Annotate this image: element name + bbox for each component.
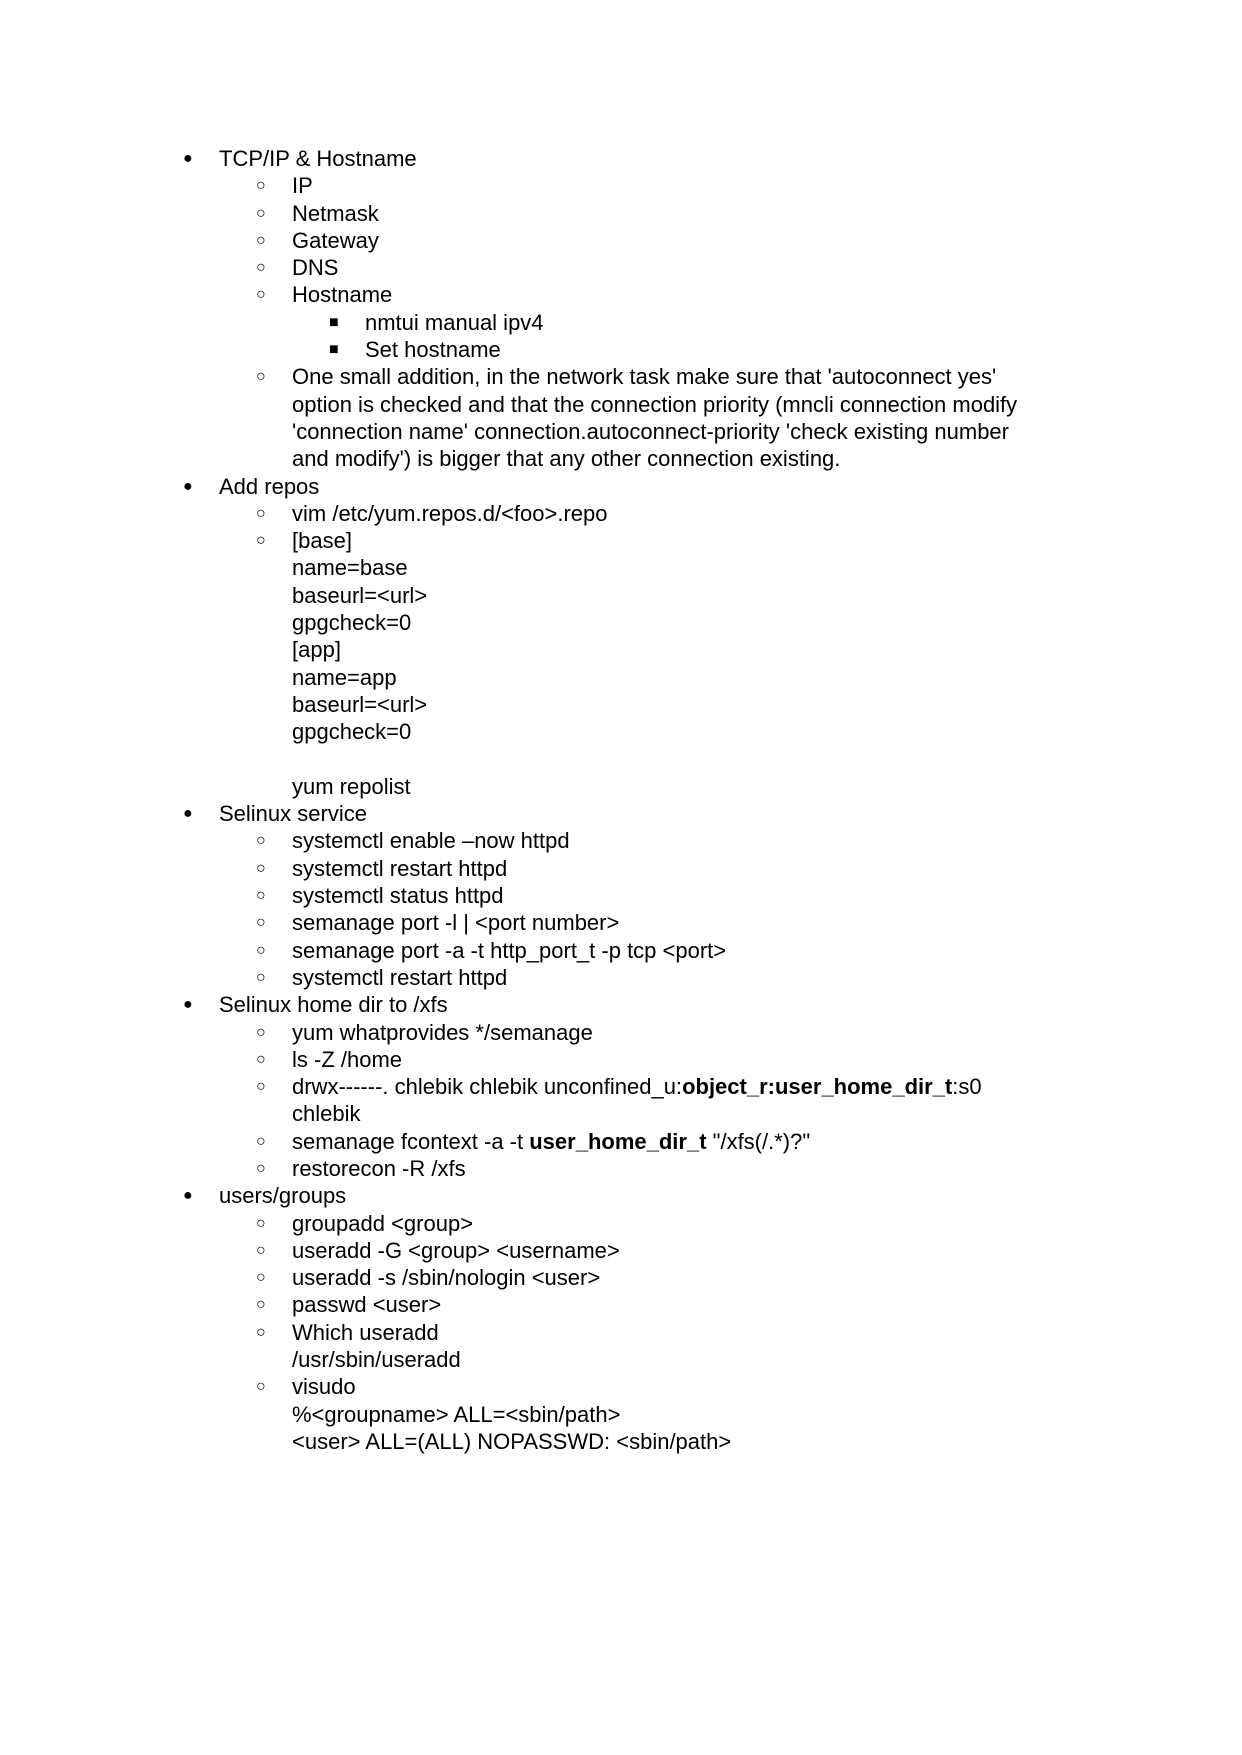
line-text bbox=[219, 1182, 346, 1209]
line-text bbox=[292, 227, 379, 254]
list-item bbox=[0, 1237, 1242, 1264]
disc-bullet-icon: ● bbox=[183, 805, 193, 823]
bullet-spacer bbox=[256, 746, 292, 773]
text-segment: IP bbox=[292, 173, 313, 199]
document-content bbox=[0, 145, 1242, 1455]
line-text bbox=[292, 1210, 473, 1237]
line-text bbox=[292, 1264, 600, 1291]
line-text bbox=[292, 1319, 439, 1346]
continuation-line bbox=[0, 1346, 1242, 1373]
circle-bullet-icon: ○ bbox=[256, 914, 266, 932]
continuation-line bbox=[0, 1401, 1242, 1428]
circle-bullet-icon: ○ bbox=[256, 1023, 266, 1041]
line-text bbox=[292, 1019, 593, 1046]
text-segment: Gateway bbox=[292, 227, 379, 253]
bullet-spacer bbox=[256, 773, 292, 800]
text-segment: TCP/IP & Hostname bbox=[219, 146, 417, 171]
bullet-spacer bbox=[256, 718, 292, 745]
continuation-line bbox=[0, 582, 1242, 609]
text-segment: useradd -G <group> <username> bbox=[292, 1237, 620, 1263]
circle-bullet-icon: ○ bbox=[256, 1078, 266, 1096]
list-item bbox=[0, 227, 1242, 254]
text-segment: drwx------. chlebik chlebik unconfined_u: bbox=[292, 1074, 683, 1100]
list-item bbox=[0, 800, 1242, 827]
bullet-spacer bbox=[256, 691, 292, 718]
list-item bbox=[0, 882, 1242, 909]
text-segment: gpgcheck=0 bbox=[292, 610, 412, 636]
text-segment: systemctl status httpd bbox=[292, 883, 504, 909]
square-bullet-icon: ■ bbox=[329, 341, 339, 359]
circle-bullet-icon: ○ bbox=[256, 1323, 266, 1341]
text-segment: <user> ALL=(ALL) NOPASSWD: <sbin/path> bbox=[292, 1428, 732, 1454]
text-segment: "/xfs(/.*)?" bbox=[706, 1128, 811, 1154]
bullet-spacer bbox=[256, 582, 292, 609]
list-item bbox=[0, 309, 1242, 336]
list-item bbox=[0, 200, 1242, 227]
circle-bullet-icon: ○ bbox=[256, 968, 266, 986]
circle-bullet-icon: ○ bbox=[256, 1214, 266, 1232]
text-segment: semanage port -a -t http_port_t -p tcp <port> bbox=[292, 937, 727, 963]
text-segment: vim /etc/yum.repos.d/<foo>.repo bbox=[292, 500, 608, 526]
line-text bbox=[219, 991, 448, 1018]
bullet-spacer bbox=[256, 554, 292, 581]
text-segment: baseurl=<url> bbox=[292, 582, 428, 608]
line-text bbox=[292, 664, 397, 691]
line-text bbox=[219, 145, 417, 172]
line-text bbox=[292, 200, 379, 227]
line-text bbox=[292, 1346, 461, 1373]
list-item bbox=[0, 1182, 1242, 1209]
line-text bbox=[292, 691, 427, 718]
continuation-line bbox=[0, 773, 1242, 800]
list-item bbox=[0, 473, 1242, 500]
list-item bbox=[0, 172, 1242, 199]
line-text bbox=[292, 500, 608, 527]
circle-bullet-icon: ○ bbox=[256, 859, 266, 877]
list-item bbox=[0, 336, 1242, 363]
text-segment: Add repos bbox=[219, 473, 320, 499]
line-text bbox=[292, 827, 570, 854]
text-segment: yum whatprovides */semanage bbox=[292, 1019, 593, 1045]
text-segment: name=base bbox=[292, 555, 408, 581]
line-text bbox=[292, 1155, 466, 1182]
bullet-spacer bbox=[256, 1428, 292, 1455]
circle-bullet-icon: ○ bbox=[256, 504, 266, 522]
continuation-line bbox=[0, 636, 1242, 663]
continuation-line bbox=[0, 664, 1242, 691]
list-item bbox=[0, 827, 1242, 854]
circle-bullet-icon: ○ bbox=[256, 286, 266, 304]
text-segment: Selinux service bbox=[219, 801, 367, 827]
continuation-line bbox=[0, 609, 1242, 636]
continuation-line bbox=[0, 1428, 1242, 1455]
list-item bbox=[0, 1046, 1242, 1073]
line-text bbox=[292, 909, 619, 936]
circle-bullet-icon: ○ bbox=[256, 1296, 266, 1314]
text-segment: %<groupname> ALL=<sbin/path> bbox=[292, 1401, 621, 1427]
square-bullet-icon: ■ bbox=[329, 313, 339, 331]
bullet-spacer bbox=[256, 609, 292, 636]
line-text bbox=[292, 1046, 402, 1073]
text-segment: ls -Z /home bbox=[292, 1046, 403, 1072]
text-segment: Selinux home dir to /xfs bbox=[219, 992, 448, 1018]
disc-bullet-icon: ● bbox=[183, 996, 193, 1014]
text-segment: useradd -s /sbin/nologin <user> bbox=[292, 1265, 601, 1291]
line-text bbox=[292, 254, 338, 281]
list-item bbox=[0, 1373, 1242, 1400]
continuation-line bbox=[0, 718, 1242, 745]
bullet-spacer bbox=[256, 1401, 292, 1428]
circle-bullet-icon: ○ bbox=[256, 231, 266, 249]
text-segment: systemctl restart httpd bbox=[292, 855, 508, 881]
circle-bullet-icon: ○ bbox=[256, 1241, 266, 1259]
circle-bullet-icon: ○ bbox=[256, 887, 266, 905]
bullet-spacer bbox=[256, 664, 292, 691]
text-segment: Set hostname bbox=[365, 337, 501, 363]
text-segment: DNS bbox=[292, 255, 339, 281]
line-text bbox=[219, 800, 367, 827]
list-item bbox=[0, 1291, 1242, 1318]
line-text bbox=[292, 855, 507, 882]
list-item bbox=[0, 1128, 1242, 1155]
line-text bbox=[292, 937, 726, 964]
line-text bbox=[365, 309, 544, 336]
list-item bbox=[0, 1264, 1242, 1291]
bold-text-segment: object_r:user_home_dir_t bbox=[682, 1074, 953, 1100]
list-item bbox=[0, 527, 1242, 554]
text-segment: groupadd <group> bbox=[292, 1210, 474, 1236]
disc-bullet-icon: ● bbox=[183, 1187, 193, 1205]
bold-text-segment: user_home_dir_t bbox=[529, 1128, 707, 1154]
text-segment: Netmask bbox=[292, 200, 379, 226]
line-text bbox=[292, 1128, 810, 1155]
list-item bbox=[0, 145, 1242, 172]
blank-line bbox=[0, 746, 1242, 773]
list-item bbox=[0, 500, 1242, 527]
text-segment: semanage fcontext -a -t bbox=[292, 1128, 530, 1154]
text-segment: nmtui manual ipv4 bbox=[365, 309, 544, 335]
continuation-line bbox=[0, 691, 1242, 718]
line-text bbox=[292, 718, 411, 745]
text-segment: baseurl=<url> bbox=[292, 691, 428, 717]
circle-bullet-icon: ○ bbox=[256, 941, 266, 959]
line-text bbox=[292, 1428, 731, 1455]
line-text bbox=[292, 527, 352, 554]
line-text bbox=[292, 582, 427, 609]
line-text bbox=[292, 1373, 356, 1400]
list-item bbox=[0, 1210, 1242, 1237]
text-segment: yum repolist bbox=[292, 773, 411, 799]
list-item bbox=[0, 1155, 1242, 1182]
text-segment: passwd <user> bbox=[292, 1292, 442, 1318]
text-segment: semanage port -l | <port number> bbox=[292, 910, 620, 936]
text-segment: [app] bbox=[292, 637, 341, 663]
line-text bbox=[292, 363, 1042, 472]
line-text bbox=[365, 336, 501, 363]
circle-bullet-icon: ○ bbox=[256, 832, 266, 850]
text-segment: Which useradd bbox=[292, 1319, 439, 1345]
text-segment: /usr/sbin/useradd bbox=[292, 1347, 461, 1373]
line-text bbox=[292, 554, 408, 581]
line-text bbox=[292, 609, 411, 636]
circle-bullet-icon: ○ bbox=[256, 177, 266, 195]
line-text bbox=[292, 1237, 620, 1264]
text-segment: :s0 chlebik bbox=[292, 1074, 982, 1127]
text-segment: [base] bbox=[292, 528, 352, 554]
line-text bbox=[292, 964, 507, 991]
list-item bbox=[0, 855, 1242, 882]
line-text bbox=[292, 1291, 441, 1318]
list-item bbox=[0, 1319, 1242, 1346]
circle-bullet-icon: ○ bbox=[256, 1269, 266, 1287]
line-text bbox=[292, 773, 411, 800]
text-segment: systemctl restart httpd bbox=[292, 964, 508, 990]
line-text bbox=[219, 473, 319, 500]
circle-bullet-icon: ○ bbox=[256, 532, 266, 550]
circle-bullet-icon: ○ bbox=[256, 204, 266, 222]
line-text bbox=[292, 636, 341, 663]
circle-bullet-icon: ○ bbox=[256, 259, 266, 277]
circle-bullet-icon: ○ bbox=[256, 1132, 266, 1150]
text-segment: One small addition, in the network task make sure that 'autoconnect yes' option is checked and that the connection priority (mncli connection modify 'connection name' connection.autoconnect-priority 'check existing number and modify') is bigger that any other connection existing. bbox=[292, 364, 1018, 472]
list-item bbox=[0, 991, 1242, 1018]
text-segment: systemctl enable –now httpd bbox=[292, 828, 570, 854]
disc-bullet-icon: ● bbox=[183, 477, 193, 495]
text-segment: visudo bbox=[292, 1374, 356, 1400]
line-text bbox=[292, 172, 313, 199]
text-segment: name=app bbox=[292, 664, 397, 690]
bullet-spacer bbox=[256, 636, 292, 663]
text-segment: users/groups bbox=[219, 1183, 347, 1209]
circle-bullet-icon: ○ bbox=[256, 1159, 266, 1177]
disc-bullet-icon: ● bbox=[183, 150, 193, 167]
list-item bbox=[0, 909, 1242, 936]
circle-bullet-icon: ○ bbox=[256, 1050, 266, 1068]
list-item bbox=[0, 937, 1242, 964]
text-segment: Hostname bbox=[292, 282, 393, 308]
text-segment: restorecon -R /xfs bbox=[292, 1155, 466, 1181]
line-text bbox=[292, 746, 298, 773]
text-segment: gpgcheck=0 bbox=[292, 719, 412, 745]
list-item bbox=[0, 363, 1242, 472]
list-item bbox=[0, 1073, 1242, 1128]
line-text bbox=[292, 281, 392, 308]
circle-bullet-icon: ○ bbox=[256, 1378, 266, 1396]
line-text bbox=[292, 882, 504, 909]
line-text bbox=[292, 1073, 1042, 1128]
list-item bbox=[0, 281, 1242, 308]
list-item bbox=[0, 1019, 1242, 1046]
circle-bullet-icon: ○ bbox=[256, 368, 266, 386]
list-item bbox=[0, 964, 1242, 991]
line-text bbox=[292, 1401, 620, 1428]
list-item bbox=[0, 254, 1242, 281]
continuation-line bbox=[0, 554, 1242, 581]
bullet-spacer bbox=[256, 1346, 292, 1373]
